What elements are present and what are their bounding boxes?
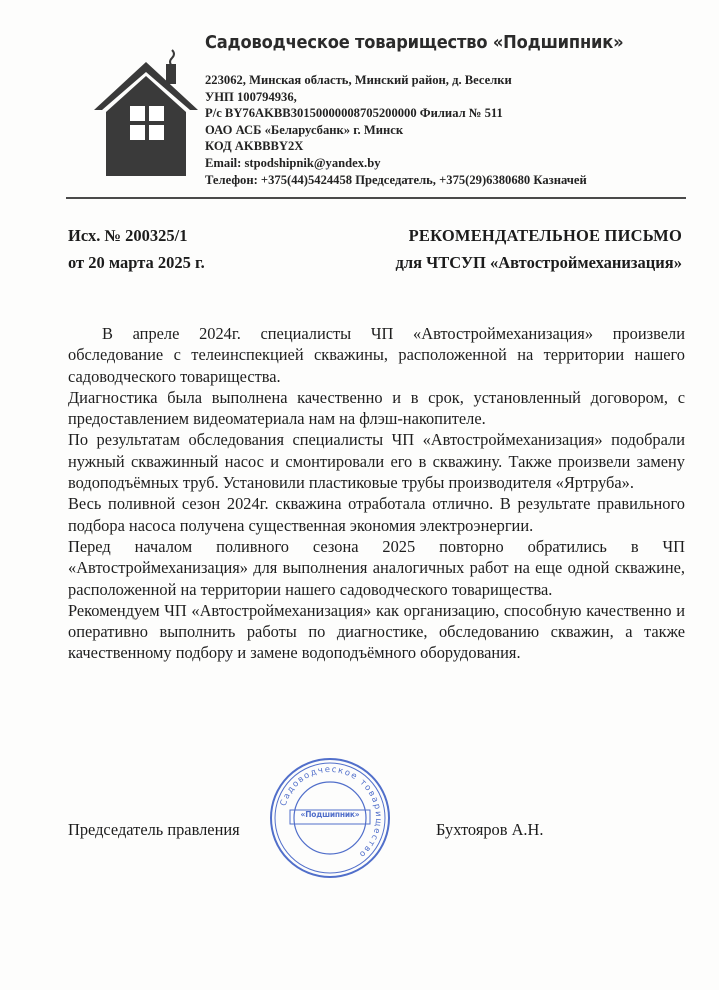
- letter-date: от 20 марта 2025 г.: [68, 253, 205, 272]
- organization-name: Садоводческое товарищество «Подшипник»: [205, 33, 624, 53]
- org-unp: УНП 100794936,: [205, 89, 297, 104]
- house-logo-icon: [92, 48, 200, 178]
- round-seal-stamp: [268, 756, 392, 880]
- body-paragraph: Диагностика была выполнена качественно и в срок, установленный договором, с предоставлением видеоматериала нам на флэш-накопителе.: [68, 387, 685, 429]
- org-account: Р/с BY76AKBB30150000008705200000 Филиал № 511: [205, 106, 503, 121]
- org-phone: Телефон: +375(44)5424458 Председатель, +375(29)6380680 Казначей: [205, 172, 587, 187]
- letter-addressee: для ЧТСУП «Автостроймеханизация»: [395, 253, 682, 272]
- seal-center-text: «Подшипник»: [300, 810, 360, 819]
- body-paragraph: По результатам обследования специалисты ЧП «Автостроймеханизация» подобрали нужный скважинный насос и смонтировали его в скважину. Также произвели замену водоподъёмных труб. Установили пластиковые трубы производителя «Яртруба».: [68, 430, 685, 493]
- signatory-name: Бухтояров А.Н.: [436, 820, 544, 839]
- body-paragraph: Перед началом поливного сезона 2025 повторно обратились в ЧП «Автостроймеханизация» для выполнения аналогичных работ на еще одной скважине, расположенной на территории нашего садоводческого товарищества.: [68, 536, 685, 599]
- letterhead-divider: [66, 197, 686, 199]
- letter-heading: [395, 222, 682, 276]
- svg-text:Садоводческое товарищество: Садоводческое товарищество: [278, 764, 384, 860]
- reference-block: [68, 222, 205, 276]
- org-code: КОД AKBBBY2X: [205, 139, 304, 154]
- body-paragraph: В апреле 2024г. специалисты ЧП «Автостроймеханизация» произвели обследование с телеинспекцией скважины, расположенной на территории нашего садоводческого товарищества.: [68, 324, 685, 386]
- body-paragraph: Весь поливной сезон 2024г. скважина отработала отлично. В результате правильного подбора насоса получена существенная экономия электроэнергии.: [68, 494, 685, 535]
- organization-details: [205, 72, 675, 188]
- letter-body: [68, 323, 685, 664]
- outgoing-number: Исх. № 200325/1: [68, 226, 188, 245]
- org-bank: ОАО АСБ «Беларусбанк» г. Минск: [205, 122, 404, 137]
- org-email: Email: stpodshipnik@yandex.by: [205, 155, 381, 170]
- body-paragraph: Рекомендуем ЧП «Автостроймеханизация» как организацию, способную качественно и оперативно выполнить работы по диагностике, обследованию скважин, а также качественному подбору и замене водоподъёмного оборудования.: [68, 600, 685, 663]
- org-address: 223062, Минская область, Минский район, д. Веселки: [205, 73, 512, 87]
- letter-title: РЕКОМЕНДАТЕЛЬНОЕ ПИСЬМО: [408, 226, 682, 245]
- signatory-role: Председатель правления: [68, 820, 240, 839]
